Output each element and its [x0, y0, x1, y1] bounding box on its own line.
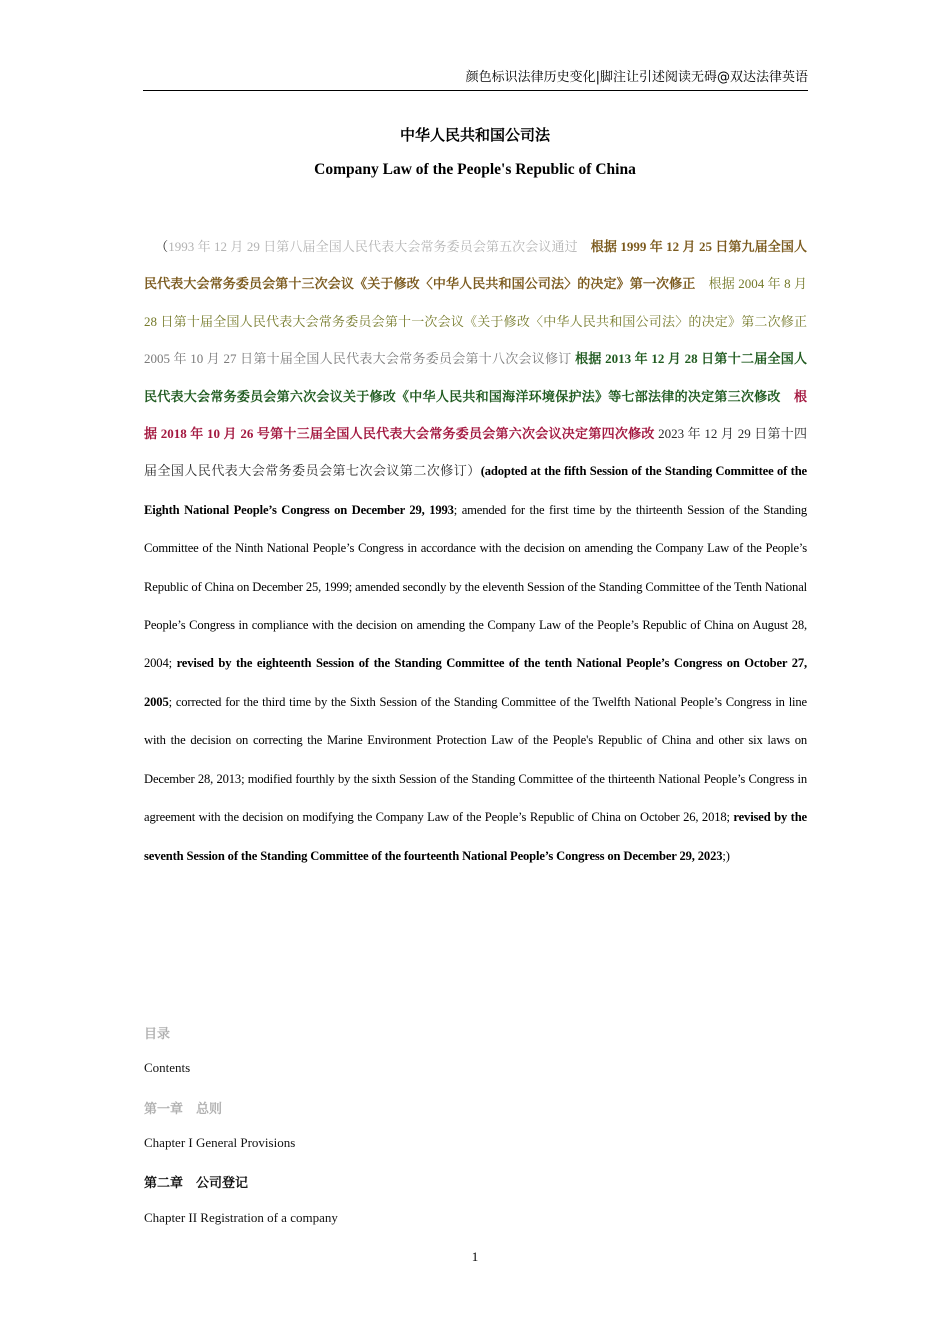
en-history-2023: revised by the seventh Session of the Standing Committee of the fourteenth National People’s Congress on December 29, 2023 [144, 810, 807, 863]
history-2018: 根据 2018 年 10 月 26 号第十三届全国人民代表大会常务委员会第六次会议决定第四次修改 [144, 388, 807, 442]
title-chinese: 中华人民共和国公司法 [399, 126, 550, 144]
history-2023: 2023 年 12 月 29 日第十四届全国人民代表大会常务委员会第七次会议第二次修订） [144, 426, 807, 479]
history-2005: 2005 年 10 月 27 日第十届全国人民代表大会常务委员会第十八次会议修订 [144, 351, 572, 367]
toc-chapter-1-english[interactable]: Chapter I General Provisions [144, 1135, 296, 1150]
page-number: 1 [471, 1249, 479, 1264]
en-history-later-amendments: ; corrected for the third time by the Sixth Session of the Standing Committee of the Twelfth National People’s Congress in line with the decision on correcting the Marine Environment Protection Law of the People's Republic of China and other six laws on December 28, 2013; modified fourthly by the sixth Session of the Standing Committee of the thirteenth National People’s Congress in agreement with the decision on modifying the Company Law of the People’s Republic of China on October 26, 2018; [144, 694, 807, 825]
title-english: Company Law of the People's Republic of China [314, 161, 636, 178]
history-1999: 根据 1999 年 12 月 25 日第九届全国人民代表大会常务委员会第十三次会议《关于修改〈中华人民共和国公司法〉的决定》第一次修正 [144, 239, 807, 292]
header-text: 颜色标识法律历史变化|脚注让引述阅读无碍@双达法律英语 [465, 70, 808, 85]
toc-chapter-2-chinese[interactable]: 第二章 公司登记 [144, 1176, 249, 1191]
page-header [143, 68, 808, 91]
toc-heading-chinese: 目录 [144, 1027, 171, 1042]
en-history-amendments: ; amended for the first time by the thirteenth Session of the Standing Committee of the Ninth National People’s Congress in accordance with the decision on amending the Company Law of the People’s Republic of China on December 25, 1999; amended secondly by the eleventh Session of the Standing Committee of the Tenth National People’s Congress in compliance with the decision on amending the Company Law of the People’s Republic of China on August 28, 2004; [144, 502, 807, 671]
toc-chapter-2-english[interactable]: Chapter II Registration of a company [144, 1210, 338, 1225]
open-paren: （ [155, 239, 169, 254]
history-2013: 根据 2013 年 12 月 28 日第十二届全国人民代表大会常务委员会第六次会议关于修改《中华人民共和国海洋环境保护法》等七部法律的决定第三次修改 [144, 351, 807, 404]
history-1993: 1993 年 12 月 29 日第八届全国人民代表大会常务委员会第五次会议通过 [168, 239, 578, 254]
en-history-1993: (adopted at the fifth Session of the Standing Committee of the Eighth National People’s Congress on December 29, 1993 [144, 464, 807, 517]
legislative-history-preamble [144, 228, 807, 875]
en-history-2005: revised by the eighteenth Session of the Standing Committee of the tenth National People’s Congress on October 27, 2005 [144, 656, 807, 709]
toc-heading-english: Contents [144, 1060, 191, 1075]
toc-chapter-1-chinese[interactable]: 第一章 总则 [144, 1102, 223, 1117]
en-close-paren: ;) [722, 848, 730, 863]
history-2004: 根据 2004 年 8 月 28 日第十届全国人民代表大会常务委员会第十一次会议《关于修改〈中华人民共和国公司法〉的决定》第二次修正 [144, 276, 807, 329]
